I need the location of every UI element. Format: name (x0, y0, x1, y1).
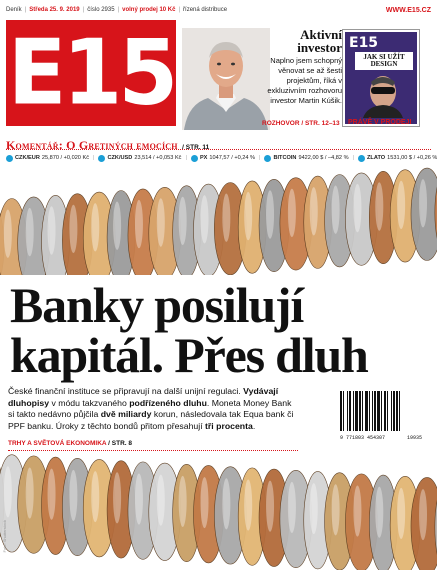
barcode (340, 391, 422, 441)
ticker-value: 1047,57 (209, 155, 230, 161)
teaser-body: Naplno jsem schopný věnovat se až šesti projektům, říká v exkluzivním rozhovoru investor Martin Kúšik. (267, 56, 342, 105)
up-arrow-icon (358, 155, 365, 162)
coins-photo-top (0, 165, 437, 275)
distribution-label: řízená distribuce (183, 7, 228, 13)
headline-line2: kapitál. Přes dluh (10, 327, 368, 383)
photo-credit: Foto: Shutterstock (2, 520, 7, 553)
ticker-item: CZK/EUR 25,870 / +0,020 Kč (6, 155, 89, 162)
brand-label: Deník (6, 7, 22, 13)
ticker-change: –4,82 % (328, 155, 349, 161)
market-ticker: CZK/EUR 25,870 / +0,020 Kč | CZK/USD 23,514 / +0,053 Kč | PX 1047,57 / +0,24 % | BITCOIN 9422,00 $ / –4,82 % | ZLATO 1531,00 $ / +0,26 % (6, 153, 431, 163)
ticker-item: ZLATO 1531,00 $ / +0,26 % (358, 155, 437, 162)
website-link[interactable]: WWW.E15.CZ (385, 6, 431, 14)
ticker-value: 25,870 (41, 155, 59, 161)
lead-text: korun, následovala tak Equa bank či PPF banku. Úroky z těchto bondů přitom přesahují (8, 409, 294, 431)
section-name: TRHY A SVĚTOVÁ EKONOMIKA (8, 440, 107, 447)
main-headline[interactable] (10, 277, 430, 383)
ticker-item: BITCOIN 9422,00 $ / –4,82 % (264, 155, 348, 162)
section-label[interactable] (8, 440, 132, 447)
masthead-meta: Deník | Středa 25. 9. 2019 | číslo 2935 | volný prodej 10 Kč | řízená distribuce WWW.E15.CZ (6, 6, 431, 14)
barcode-digits (340, 435, 422, 441)
lead-text: České finanční instituce se připravují na další unijní regulaci. (8, 386, 244, 396)
lead-bold: podřízeného dluhu (129, 397, 207, 408)
ticker-name: ZLATO (367, 155, 386, 161)
e15-logo[interactable] (6, 20, 176, 126)
lead-bold: Vydávají dluhopisy (8, 386, 279, 408)
barcode-digits-left: 9 771803 454307 (340, 435, 386, 441)
portrait-image (182, 28, 270, 130)
ticker-value: 9422,00 $ (298, 155, 324, 161)
ticker-item: CZK/USD 23,514 / +0,053 Kč (98, 155, 181, 162)
ticker-name: CZK/EUR (15, 155, 40, 161)
barcode-digits-right: 19935 (406, 435, 422, 441)
up-arrow-icon (6, 155, 13, 162)
ticker-value: 23,514 (134, 155, 152, 161)
teaser-title (262, 28, 342, 54)
teaser-title-line1: Aktivní (300, 27, 342, 42)
logo-text: E15 (7, 20, 175, 126)
lead-bold: tři procenta (205, 420, 253, 431)
issue-date: Středa 25. 9. 2019 (29, 7, 80, 13)
magazine-logo: E15 (349, 35, 379, 51)
commentary-page-ref: / STR. 11 (182, 144, 210, 151)
section-page-ref: / STR. 8 (108, 440, 133, 447)
coins-image-top (0, 165, 437, 275)
ticker-change: +0,020 Kč (63, 155, 90, 161)
magazine-promo[interactable] (343, 30, 419, 126)
ticker-name: PX (199, 155, 208, 161)
ticker-change: +0,053 Kč (156, 155, 182, 161)
lead-text: v módu takzvaného (49, 397, 130, 408)
ticker-name: BITCOIN (273, 155, 297, 161)
up-arrow-icon (98, 155, 105, 162)
teaser-page-ref: ROZHOVOR / STR. 12–13 (262, 120, 340, 127)
ticker-item: PX 1047,57 / +0,24 % (191, 155, 255, 162)
issue-price: volný prodej 10 Kč (122, 7, 176, 13)
magazine-title: JAK SI UŽÍT DESIGN (355, 52, 413, 70)
investor-portrait (182, 28, 270, 130)
issue-number: číslo 2935 (87, 7, 115, 13)
commentary-label: Komentář: O Gretiných emocích (6, 138, 178, 152)
up-arrow-icon (191, 155, 198, 162)
coins-image-bottom (0, 454, 437, 570)
lead-text: . Moneta Money Bank si takto nedávno půjčila (8, 397, 292, 419)
ticker-change: +0,26 % (416, 155, 437, 161)
investor-teaser[interactable] (262, 28, 342, 106)
section-divider (8, 450, 298, 451)
magazine-cover-image (363, 72, 403, 118)
commentary-bar[interactable] (6, 136, 431, 150)
coins-photo-bottom (0, 454, 437, 570)
down-arrow-icon (264, 155, 271, 162)
magazine-caption: PRÁVĚ V PRODEJI (348, 119, 412, 126)
lead-paragraph (8, 386, 294, 432)
ticker-change: +0,24 % (234, 155, 255, 161)
teaser-title-line2: investor (297, 40, 342, 55)
headline-line1: Banky posilují (10, 277, 304, 333)
barcode-bars (340, 391, 422, 433)
lead-bold: dvě miliardy (100, 409, 152, 419)
ticker-name: CZK/USD (107, 155, 133, 161)
lead-text: . (252, 420, 256, 431)
ticker-value: 1531,00 $ (387, 155, 413, 161)
